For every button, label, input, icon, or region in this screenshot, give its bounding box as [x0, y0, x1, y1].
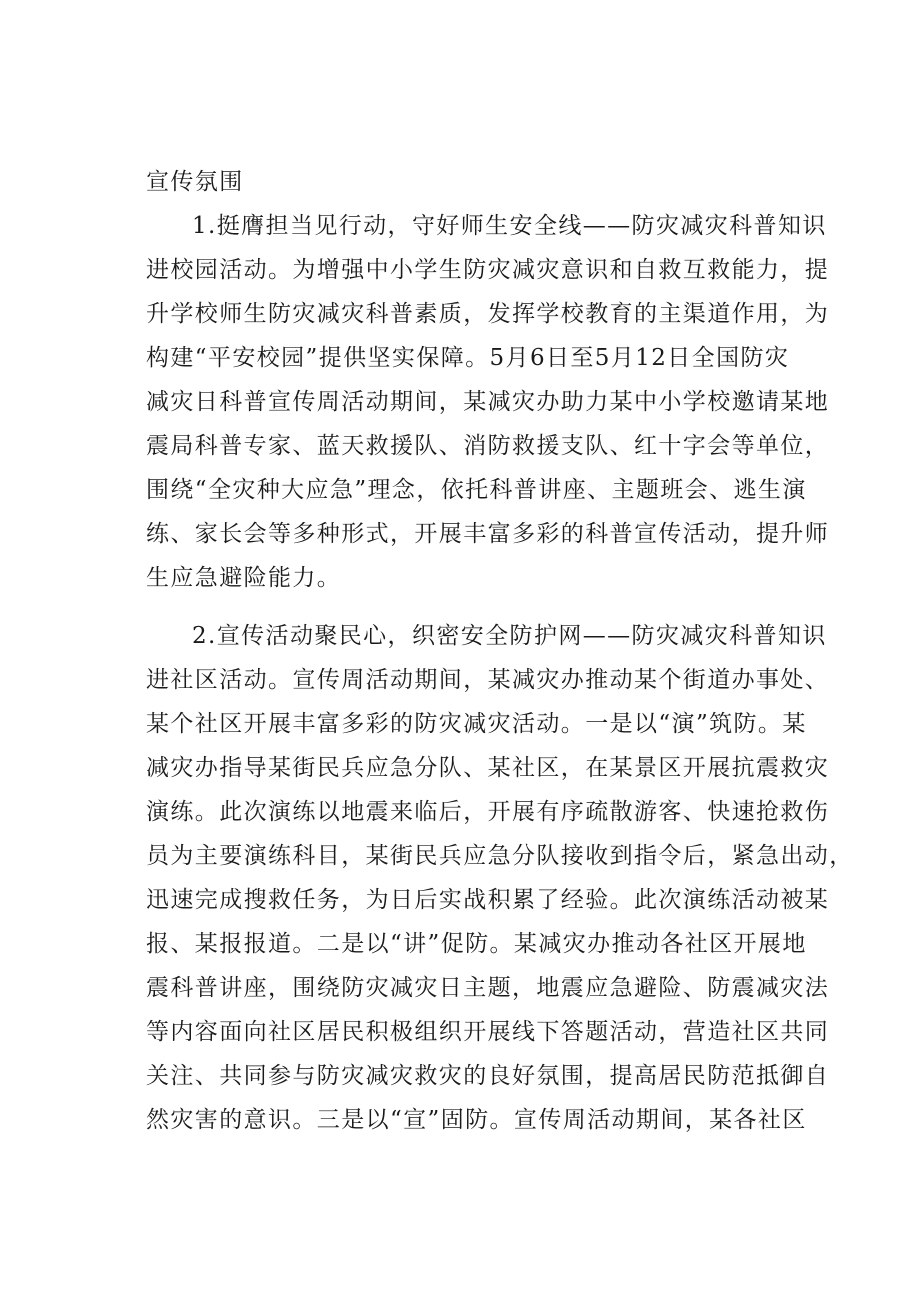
- paragraph-line: 1.挺膺担当见行动，守好师生安全线——防灾减灾科普知识: [192, 213, 827, 239]
- paragraph-line: 演练。此次演练以地震来临后，开展有序疏散游客、快速抢救伤: [146, 799, 830, 825]
- paragraph-line: 构建“平安校园”提供坚实保障。5月6日至5月12日全国防灾: [146, 345, 790, 371]
- paragraph-line: 迅速完成搜救任务，为日后实战积累了经验。此次演练活动被某: [146, 887, 830, 913]
- paragraph-line: 报、某报报道。二是以“讲”促防。某减灾办推动各社区开展地: [146, 931, 807, 957]
- paragraph-line: 某个社区开展丰富多彩的防灾减灾活动。一是以“演”筑防。某: [146, 711, 807, 737]
- document-body: [146, 160, 854, 1142]
- paragraph-line: 升学校师生防灾减灾科普素质，发挥学校教育的主渠道作用，为: [146, 301, 830, 327]
- paragraph-2: [146, 614, 854, 1142]
- paragraph-spacer: [146, 600, 806, 614]
- paragraph-line: 等内容面向社区居民积极组织开展线下答题活动，营造社区共同: [146, 1019, 830, 1045]
- paragraph-1: [146, 204, 830, 600]
- paragraph-line: 员为主要演练科目，某街民兵应急分队接收到指令后，紧急出动，: [146, 843, 854, 869]
- paragraph-line: 震局科普专家、蓝天救援队、消防救援支队、红十字会等单位，: [146, 433, 830, 459]
- paragraph-line: 练、家长会等多种形式，开展丰富多彩的科普宣传活动，提升师: [146, 521, 830, 547]
- paragraph-line: 然灾害的意识。三是以“宣”固防。宣传周活动期间，某各社区: [146, 1107, 807, 1133]
- heading-fragment: 宣传氛围: [146, 169, 244, 195]
- paragraph-line: 生应急避险能力。: [146, 565, 342, 591]
- paragraph-line: 减灾办指导某街民兵应急分队、某社区，在某景区开展抗震救灾: [146, 755, 830, 781]
- paragraph-line: 震科普讲座，围绕防灾减灾日主题，地震应急避险、防震减灾法: [146, 975, 830, 1001]
- paragraph-line: 关注、共同参与防灾减灾救灾的良好氛围，提高居民防范抵御自: [146, 1063, 830, 1089]
- paragraph-line: 2.宣传活动聚民心，织密安全防护网——防灾减灾科普知识: [192, 623, 827, 649]
- paragraph-line: 围绕“全灾种大应急”理念，依托科普讲座、主题班会、逃生演: [146, 477, 807, 503]
- paragraph-line: 减灾日科普宣传周活动期间，某减灾办助力某中小学校邀请某地: [146, 389, 830, 415]
- paragraph-line: 进社区活动。宣传周活动期间，某减灾办推动某个街道办事处、: [146, 667, 830, 693]
- paragraph-line: 进校园活动。为增强中小学生防灾减灾意识和自救互救能力，提: [146, 257, 830, 283]
